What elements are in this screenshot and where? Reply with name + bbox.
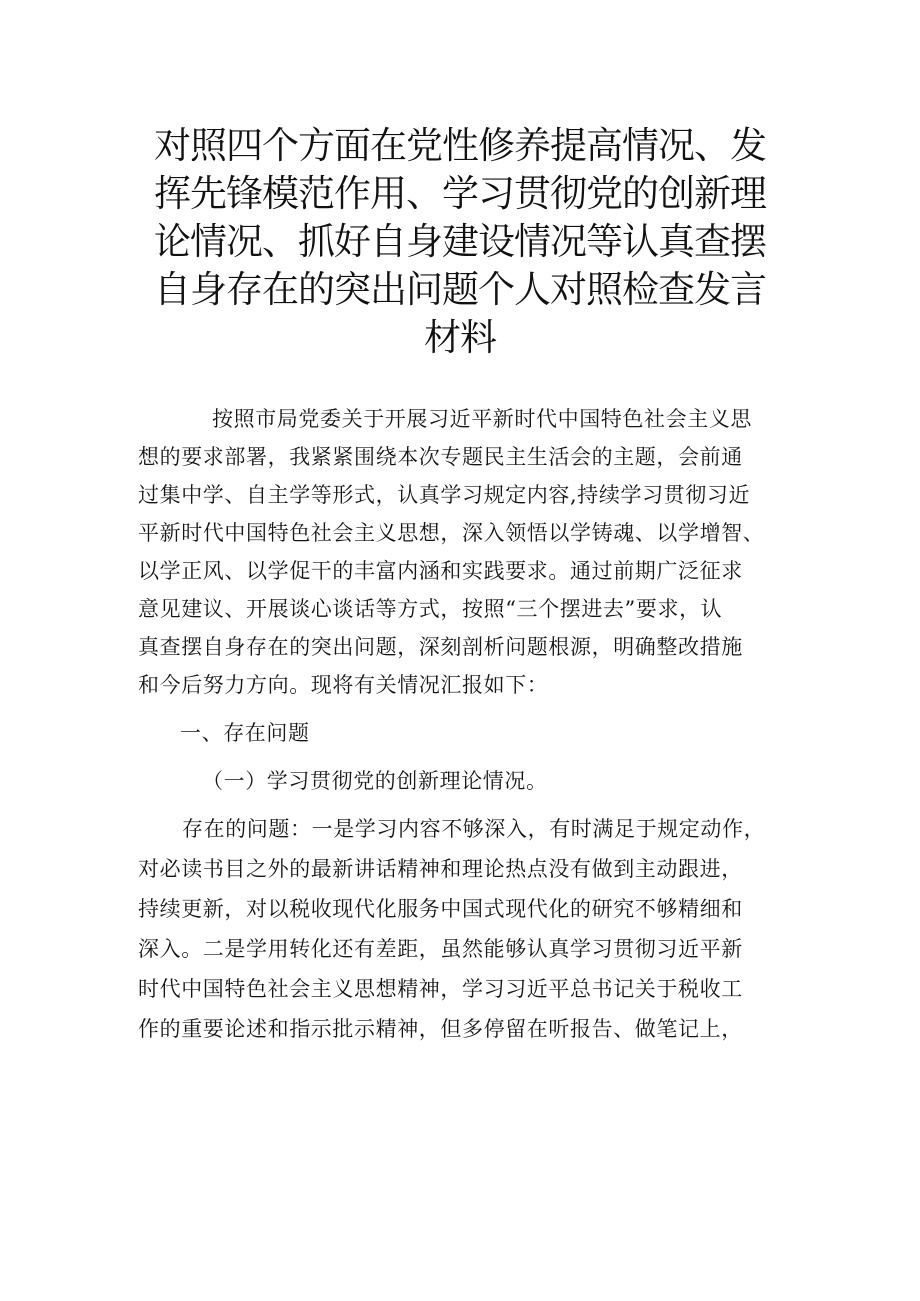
title-line: 挥先锋模范作用、学习贯彻党的创新理 [154,172,766,215]
subsection-heading: （一）学习贯彻党的创新理论情况。 [202,769,548,793]
document-title [150,122,770,362]
title-line: 自身存在的突出问题个人对照检查发言 [154,268,766,311]
document-body [138,400,798,1049]
body-line: 平新时代中国特色社会主义思想，深入领悟以学铸魂、以学增智、 [138,521,765,545]
body-line: 作的重要论述和指示批示精神，但多停留在听报告、做笔记上， [138,1017,743,1041]
body-line: 意见建议、开展谈心谈话等方式，按照“三个摆进去”要求，认 [138,597,723,621]
body-line: 以学正风、以学促干的丰富内涵和实践要求。通过前期广泛征求 [138,559,743,583]
body-line: 真查摆自身存在的突出问题，深刻剖析问题根源，明确整改措施 [138,635,743,659]
section-heading: 一、存在问题 [180,721,310,745]
body-line: 存在的问题：一是学习内容不够深入，有时满足于规定动作， [182,817,766,841]
title-line: 材料 [424,316,496,359]
title-line: 论情况、抓好自身建设情况等认真查摆 [154,220,766,263]
body-line: 深入。二是学用转化还有差距，虽然能够认真学习贯彻习近平新 [138,937,743,961]
body-line: 想的要求部署，我紧紧围绕本次专题民主生活会的主题，会前通 [138,445,743,469]
body-line: 时代中国特色社会主义思想精神，学习习近平总书记关于税收工 [138,977,743,1001]
title-line: 对照四个方面在党性修养提高情况、发 [154,124,766,167]
problem-paragraph [138,809,798,1049]
intro-paragraph [138,400,798,704]
body-line: 按照市局党委关于开展习近平新时代中国特色社会主义思 [212,407,752,431]
body-line: 和今后努力方向。现将有关情况汇报如下： [138,673,549,697]
body-line: 过集中学、自主学等形式，认真学习规定内容,持续学习贯彻习近 [138,483,751,507]
body-line: 对必读书目之外的最新讲话精神和理论热点没有做到主动跟进， [138,857,743,881]
body-line: 持续更新，对以税收现代化服务中国式现代化的研究不够精细和 [138,897,743,921]
